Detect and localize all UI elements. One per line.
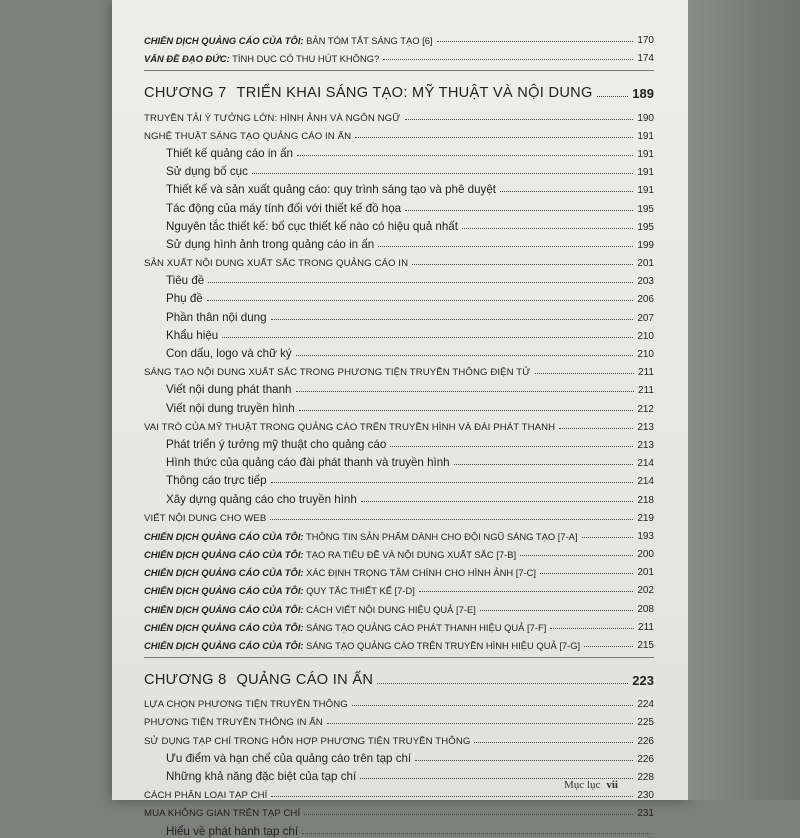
dot-leader [597, 96, 629, 97]
toc-section-entry [144, 105, 654, 123]
dot-leader [222, 337, 633, 338]
toc-subsection-entry [144, 215, 654, 233]
toc-subsection-entry [144, 160, 654, 178]
entry-lead-label: CHIẾN DỊCH QUẢNG CÁO CỦA TÔI: [144, 35, 304, 47]
dot-leader [535, 373, 635, 374]
chapter-heading [144, 70, 654, 101]
entry-page-number: 223 [632, 673, 654, 688]
entry-title: Thiết kế quảng cáo in ấn [166, 146, 293, 160]
entry-title: Phụ đề [166, 292, 203, 306]
entry-page-number: 225 [637, 717, 654, 729]
dot-leader [412, 264, 633, 265]
entry-page-number: 195 [637, 221, 654, 233]
entry-page-number: 210 [637, 349, 654, 360]
toc-feature-entry [144, 542, 654, 560]
entry-title: CÁCH PHÂN LOẠI TẠP CHÍ [144, 790, 268, 802]
dot-leader [405, 210, 633, 211]
toc-subsection-entry [144, 487, 654, 505]
dot-leader [474, 742, 633, 743]
entry-page-number: 213 [637, 421, 654, 433]
dot-leader [299, 410, 634, 411]
toc-feature-entry [144, 560, 654, 578]
toc-section-entry [144, 360, 654, 378]
toc-section-entry [144, 710, 654, 728]
chapter-number: CHƯƠNG 8 [144, 672, 227, 688]
entry-title: Viết nội dung phát thanh [166, 383, 292, 397]
dot-leader [454, 464, 634, 465]
entry-page-number: 212 [637, 403, 654, 415]
dot-leader [297, 155, 633, 156]
toc-feature-entry [144, 524, 654, 542]
dot-leader [559, 428, 633, 429]
footer-page-number: vii [606, 779, 618, 791]
entry-page-number: 203 [637, 276, 654, 288]
dot-leader [352, 705, 633, 706]
entry-page-number: 218 [637, 494, 654, 506]
dot-leader [327, 723, 634, 724]
entry-page-number: 231 [637, 808, 654, 820]
chapter-heading [144, 657, 654, 688]
toc-subsection-entry [144, 287, 654, 305]
entry-lead-label: CHIẾN DỊCH QUẢNG CÁO CỦA TÔI: [144, 621, 304, 633]
entry-title: Thiết kế và sản xuất quảng cáo: quy trình sáng tạo và phê duyệt [166, 183, 496, 197]
entry-page-number: 219 [637, 512, 654, 524]
entry-page-number: 211 [638, 367, 654, 379]
toc-subsection-entry [144, 324, 654, 342]
entry-title: TÌNH DỤC CÓ THU HÚT KHÔNG? [232, 53, 380, 65]
entry-page-number: 191 [637, 185, 654, 197]
dot-leader [550, 628, 634, 629]
dot-leader [419, 591, 633, 592]
entry-page-number: 213 [637, 439, 654, 451]
entry-title: Tiêu đề [166, 274, 205, 288]
entry-title: VIẾT NỘI DUNG CHO WEB [144, 512, 267, 524]
toc-subsection-entry [144, 233, 654, 251]
dot-leader [271, 482, 634, 483]
entry-page-number: 191 [637, 130, 654, 142]
toc-subsection-entry [144, 305, 654, 323]
entry-page-number: 210 [637, 330, 654, 342]
footer-label: Mục lục [564, 779, 601, 791]
entry-lead-label: CHIẾN DỊCH QUẢNG CÁO CỦA TÔI: [144, 603, 304, 615]
entry-page-number: 190 [637, 112, 654, 124]
toc-section-entry [144, 728, 654, 746]
dot-leader [377, 683, 628, 684]
dot-leader [361, 501, 633, 502]
dot-leader [540, 573, 633, 574]
toc-section-entry [144, 692, 654, 710]
entry-title: BẢN TÓM TẮT SÁNG TẠO [6] [306, 35, 433, 47]
toc-feature-entry [144, 46, 654, 64]
entry-lead-label: CHIẾN DỊCH QUẢNG CÁO CỦA TÔI: [144, 530, 304, 542]
toc-subsection-entry [144, 451, 654, 469]
dot-leader [520, 555, 633, 556]
entry-title: Khẩu hiệu [166, 328, 219, 342]
dot-leader [296, 391, 635, 392]
dot-leader [584, 646, 633, 647]
entry-title: CÁCH VIẾT NỘI DUNG HIỆU QUẢ [7-E] [306, 603, 476, 615]
toc-feature-entry [144, 28, 654, 46]
entry-lead-label: VẤN ĐỀ ĐẠO ĐỨC: [144, 53, 230, 65]
toc-subsection-entry [144, 396, 654, 414]
entry-page-number: 206 [637, 294, 654, 306]
toc-feature-entry [144, 578, 654, 596]
entry-page-number: 199 [637, 239, 654, 251]
entry-title: VAI TRÒ CỦA MỸ THUẬT TRONG QUẢNG CÁO TRÊN TRUYỀN HÌNH VÀ ĐÀI PHÁT THANH [144, 421, 556, 433]
chapter-number: CHƯƠNG 7 [144, 85, 227, 102]
toc-subsection-entry [144, 747, 654, 765]
dot-leader [582, 537, 634, 538]
entry-title: SÁNG TẠO QUẢNG CÁO PHÁT THANH HIỆU QUẢ [7-F] [306, 621, 547, 633]
entry-title: SÁNG TẠO QUẢNG CÁO TRÊN TRUYỀN HÌNH HIỆU QUẢ [7-G] [306, 640, 581, 651]
entry-page-number: 208 [637, 603, 654, 615]
entry-title: Thông cáo trực tiếp [166, 474, 267, 488]
dot-leader [390, 446, 633, 447]
entry-title: Tác động của máy tính đối với thiết kế đồ họa [166, 201, 402, 215]
entry-page-number: 191 [637, 148, 654, 160]
toc-feature-entry [144, 633, 654, 651]
toc-section-entry [144, 506, 654, 524]
toc-subsection-entry [144, 378, 654, 396]
dot-leader [270, 519, 633, 520]
dot-leader [271, 319, 634, 320]
entry-title: QUY TẮC THIẾT KẾ [7-D] [306, 585, 415, 597]
dot-leader [462, 228, 633, 229]
entry-page-number: 189 [632, 86, 654, 102]
toc-subsection-entry [144, 342, 654, 360]
entry-title: NGHỆ THUẬT SÁNG TẠO QUẢNG CÁO IN ẤN [144, 130, 352, 142]
entry-title: TẠO RA TIÊU ĐỀ VÀ NỘI DUNG XUẤT SẮC [7-B] [305, 549, 517, 561]
dot-leader [208, 282, 633, 283]
entry-title: TRUYỀN TẢI Ý TƯỞNG LỚN: HÌNH ẢNH VÀ NGÔN NGỮ [144, 112, 401, 124]
entry-page-number: 224 [637, 699, 654, 711]
entry-page-number: 170 [637, 35, 654, 47]
toc-subsection-entry [144, 142, 654, 160]
entry-title: Phát triển ý tưởng mỹ thuật cho quảng cáo [166, 437, 387, 451]
entry-lead-label: CHIẾN DỊCH QUẢNG CÁO CỦA TÔI: [144, 640, 304, 651]
toc-subsection-entry [144, 269, 654, 287]
entry-title: SÁNG TẠO NỘI DUNG XUẤT SẮC TRONG PHƯƠNG TIỆN TRUYỀN THÔNG ĐIỆN TỬ [144, 367, 531, 379]
entry-page-number: 211 [638, 621, 654, 633]
entry-title: Ưu điểm và hạn chế của quảng cáo trên tạp chí [166, 751, 412, 765]
entry-title: Những khả năng đặc biệt của tạp chí [166, 769, 357, 783]
toc-section-entry [144, 251, 654, 269]
entry-page-number: 215 [637, 640, 654, 651]
entry-title: Con dấu, logo và chữ ký [166, 347, 292, 360]
entry-title: Viết nội dung truyền hình [166, 401, 295, 415]
dot-leader [383, 59, 633, 60]
dot-leader [405, 119, 634, 120]
entry-title: Sử dụng bố cục [166, 165, 248, 179]
entry-page-number: 214 [637, 458, 654, 470]
page-footer [564, 779, 618, 791]
dot-leader [437, 41, 634, 42]
dot-leader [271, 796, 633, 797]
toc-feature-entry [144, 615, 654, 633]
toc-subsection-entry [144, 469, 654, 487]
toc-feature-entry [144, 596, 654, 614]
entry-page-number: 195 [637, 203, 654, 215]
entry-title: XÁC ĐỊNH TRỌNG TÂM CHÍNH CHO HÌNH ẢNH [7-C] [306, 567, 537, 579]
entry-title: THÔNG TIN SẢN PHẨM DÀNH CHO ĐỘI NGŨ SÁNG TẠO [7-A] [305, 530, 578, 542]
entry-page-number: 228 [637, 771, 654, 783]
entry-lead-label: CHIẾN DỊCH QUẢNG CÁO CỦA TÔI: [144, 585, 304, 597]
entry-title: Xây dựng quảng cáo cho truyền hình [166, 492, 357, 506]
dot-leader [480, 610, 634, 611]
entry-page-number: 202 [637, 585, 654, 597]
entry-page-number: 193 [637, 530, 654, 542]
entry-title: Sử dụng hình ảnh trong quảng cáo in ấn [166, 237, 375, 251]
entry-title: Nguyên tắc thiết kế: bố cục thiết kế nào có hiệu quả nhất [166, 219, 458, 233]
entry-title: SỬ DỤNG TẠP CHÍ TRONG HỖN HỢP PHƯƠNG TIỆN TRUYỀN THÔNG [144, 735, 471, 747]
entry-title: SẢN XUẤT NỘI DUNG XUẤT SẮC TRONG QUẢNG CÁO IN [144, 258, 409, 270]
dot-leader [378, 246, 633, 247]
entry-page-number: 201 [637, 567, 654, 579]
entry-title: Phần thân nội dung [166, 310, 267, 324]
entry-page-number: 200 [637, 549, 654, 561]
entry-page-number: 174 [637, 53, 654, 65]
entry-page-number: 201 [637, 258, 654, 270]
toc-subsection-entry [144, 178, 654, 196]
book-page [112, 0, 688, 838]
dot-leader [252, 173, 633, 174]
entry-page-number: 214 [637, 476, 654, 488]
chapter-title: TRIỂN KHAI SÁNG TẠO: MỸ THUẬT VÀ NỘI DUNG [236, 85, 593, 102]
table-of-contents [144, 28, 654, 838]
entry-lead-label: CHIẾN DỊCH QUẢNG CÁO CỦA TÔI: [144, 549, 304, 561]
background-surface [688, 0, 800, 800]
entry-title: PHƯƠNG TIỆN TRUYỀN THÔNG IN ẤN [144, 717, 323, 729]
toc-subsection-entry [144, 819, 654, 837]
chapter-title: QUẢNG CÁO IN ẤN [236, 672, 374, 688]
toc-subsection-entry [144, 433, 654, 451]
dot-leader [207, 300, 634, 301]
entry-title: Hình thức của quảng cáo đài phát thanh và truyền hình [166, 456, 450, 470]
dot-leader [355, 137, 633, 138]
entry-page-number: 207 [637, 312, 654, 324]
entry-page-number: 230 [637, 790, 654, 802]
dot-leader [500, 191, 633, 192]
toc-section-entry [144, 415, 654, 433]
entry-title: LỰA CHỌN PHƯƠNG TIỆN TRUYỀN THÔNG [144, 699, 348, 711]
entry-page-number: 226 [637, 753, 654, 765]
dot-leader [296, 355, 634, 356]
toc-subsection-entry [144, 196, 654, 214]
entry-page-number: 211 [638, 385, 654, 397]
entry-page-number: 226 [637, 735, 654, 747]
dot-leader [415, 760, 633, 761]
entry-lead-label: CHIẾN DỊCH QUẢNG CÁO CỦA TÔI: [144, 567, 304, 579]
entry-title: MUA KHÔNG GIAN TRÊN TẠP CHÍ [144, 808, 301, 820]
toc-section-entry [144, 801, 654, 819]
dot-leader [302, 833, 650, 834]
entry-page-number: 191 [637, 167, 654, 179]
toc-section-entry [144, 124, 654, 142]
dot-leader [304, 814, 633, 815]
entry-title: Hiểu về phát hành tạp chí [166, 824, 299, 838]
